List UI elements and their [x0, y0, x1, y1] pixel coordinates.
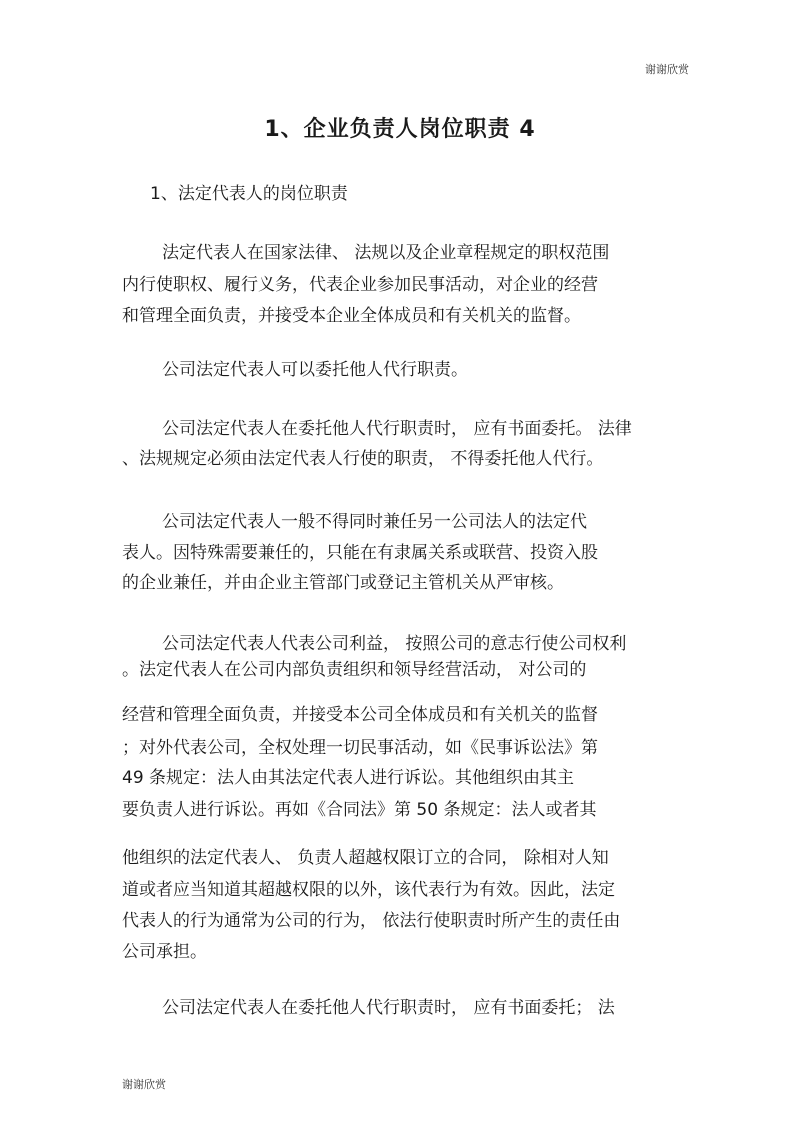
page-title: 1、企业负责人岗位职责 4 [264, 117, 536, 142]
body-line: 代表人的行为通常为公司的行为， 依法行使职责时所产生的责任由 [122, 911, 621, 931]
body-line: 经营和管理全面负责，并接受本公司全体成员和有关机关的监督 [122, 705, 598, 725]
body-line: 公司法定代表人在委托他人代行职责时， 应有书面委托。 法律 [162, 419, 632, 439]
body-line: 道或者应当知道其超越权限的以外，该代表行为有效。因此，法定 [122, 880, 615, 900]
body-line: 表人。因特殊需要兼任的，只能在有隶属关系或联营、投资入股 [122, 543, 598, 563]
body-line: 49 条规定：法人由其法定代表人进行诉讼。其他组织由其主 [122, 768, 575, 788]
body-line: 法定代表人在国家法律、 法规以及企业章程规定的职权范围 [162, 243, 610, 263]
body-line: 公司法定代表人代表公司利益， 按照公司的意志行使公司权利 [162, 634, 627, 654]
section-heading: 1、法定代表人的岗位职责 [150, 184, 348, 204]
body-line: 内行使职权、履行义务，代表企业参加民事活动，对企业的经营 [122, 275, 598, 295]
body-line: 公司法定代表人在委托他人代行职责时， 应有书面委托； 法 [162, 998, 615, 1018]
body-line: 他组织的法定代表人、 负责人超越权限订立的合同， 除相对人知 [122, 848, 609, 868]
header-note: 谢谢欣赏 [645, 63, 689, 76]
body-line: 的企业兼任，并由企业主管部门或登记主管机关从严审核。 [122, 573, 564, 593]
footer-note: 谢谢欣赏 [122, 1078, 166, 1091]
body-line: 公司承担。 [122, 942, 207, 962]
body-line: 公司法定代表人一般不得同时兼任另一公司法人的法定代 [162, 512, 587, 532]
body-line: 、法规规定必须由法定代表人行使的职责， 不得委托他人代行。 [122, 449, 604, 469]
body-line: 要负责人进行诉讼。再如《合同法》第 50 条规定：法人或者其 [122, 800, 597, 820]
body-line: 公司法定代表人可以委托他人代行职责。 [162, 360, 468, 380]
body-line: ；对外代表公司，全权处理一切民事活动，如《民事诉讼法》第 [122, 738, 598, 758]
body-line: 和管理全面负责，并接受本企业全体成员和有关机关的监督。 [122, 306, 581, 326]
body-line: 。法定代表人在公司内部负责组织和领导经营活动， 对公司的 [122, 660, 587, 680]
